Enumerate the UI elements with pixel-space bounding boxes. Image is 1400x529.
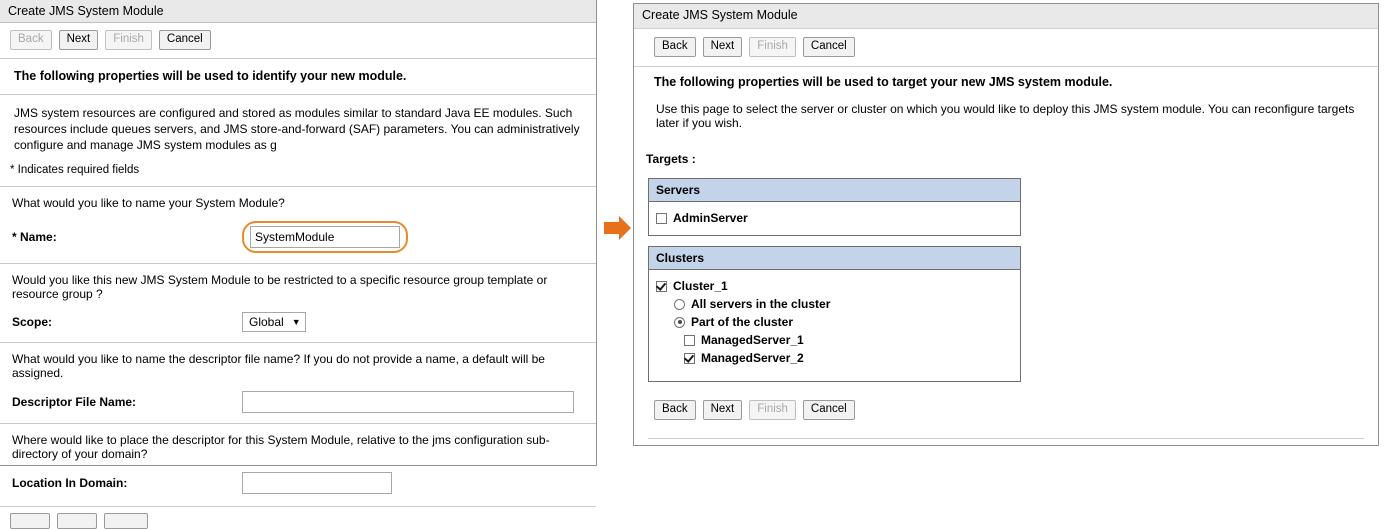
scope-field-row: [0, 264, 596, 343]
checkbox-adminserver[interactable]: [656, 213, 667, 224]
location-in-domain-input[interactable]: [242, 472, 392, 494]
required-fields-note: * Indicates required fields: [0, 162, 596, 187]
radio-part-of-the-cluster[interactable]: [674, 317, 685, 328]
part-of-the-cluster-label: Part of the cluster: [691, 315, 794, 329]
scope-question: Would you like this new JMS System Module to be restricted to a specific resource group template or resource group ?: [12, 273, 548, 301]
right-wizard-toolbar-top: [634, 29, 1378, 66]
descriptor-label: Descriptor File Name:: [12, 395, 137, 409]
create-jms-module-step2-window: [633, 3, 1379, 446]
list-item[interactable]: [656, 349, 1020, 367]
cancel-button[interactable]: Cancel: [159, 30, 211, 50]
list-item[interactable]: [656, 209, 1020, 227]
left-wizard-toolbar: [0, 23, 596, 59]
footer-back-button-stub[interactable]: [10, 513, 50, 529]
right-subtext: Use this page to select the server or cluster on which you would like to deploy this JMS system module. You can reconfigure targets later if you wish.: [656, 102, 1355, 130]
checkbox-cluster-1[interactable]: [656, 281, 667, 292]
create-jms-module-step1-window: [0, 0, 597, 490]
checkbox-managedserver-2[interactable]: [684, 353, 695, 364]
clusters-table: [648, 246, 1021, 382]
checkbox-managedserver-1[interactable]: [684, 335, 695, 346]
next-button[interactable]: Next: [59, 30, 99, 50]
right-window-title: Create JMS System Module: [634, 4, 1378, 26]
cancel-button-top[interactable]: Cancel: [803, 37, 855, 57]
servers-table-header: Servers: [649, 179, 1020, 202]
name-input[interactable]: [250, 226, 400, 248]
cancel-button-bottom[interactable]: Cancel: [803, 400, 855, 420]
left-window-title: Create JMS System Module: [0, 0, 596, 22]
list-item[interactable]: [656, 331, 1020, 349]
right-footer-divider: [648, 438, 1364, 439]
clusters-table-body: [649, 270, 1020, 381]
list-item[interactable]: [656, 277, 1020, 295]
finish-button[interactable]: Finish: [105, 30, 152, 50]
servers-table-body: [649, 202, 1020, 235]
clusters-table-header: Clusters: [649, 247, 1020, 270]
scope-select-value: Global: [249, 314, 284, 329]
radio-all-servers-in-cluster[interactable]: [674, 299, 685, 310]
left-window-titlebar: [0, 0, 596, 23]
back-button-top[interactable]: Back: [654, 37, 696, 57]
all-servers-in-cluster-label: All servers in the cluster: [691, 297, 831, 311]
name-label: * Name:: [12, 230, 57, 244]
right-arrow-icon: [604, 215, 632, 241]
back-button[interactable]: Back: [10, 30, 52, 50]
next-button-bottom[interactable]: Next: [703, 400, 743, 420]
managedserver-1-label: ManagedServer_1: [701, 333, 804, 347]
managedserver-2-label: ManagedServer_2: [701, 351, 804, 365]
finish-button-top[interactable]: Finish: [749, 37, 796, 57]
cluster-1-label: Cluster_1: [673, 279, 728, 293]
descriptor-question: What would you like to name the descriptor file name? If you do not provide a name, a default will be assigned.: [12, 352, 545, 380]
right-headline: The following properties will be used to target your new JMS system module.: [654, 75, 1113, 89]
back-button-bottom[interactable]: Back: [654, 400, 696, 420]
next-button-top[interactable]: Next: [703, 37, 743, 57]
scope-label: Scope:: [12, 315, 53, 329]
location-label: Location In Domain:: [12, 476, 128, 490]
name-field-row: [0, 187, 596, 264]
flow-arrow: [604, 215, 632, 241]
right-window-titlebar: [634, 4, 1378, 29]
name-highlight-annotation: [242, 221, 408, 253]
descriptor-file-name-row: [0, 343, 596, 424]
chevron-down-icon: ▼: [291, 316, 301, 327]
left-footer-button-stubs: [0, 507, 596, 529]
location-question: Where would like to place the descriptor for this System Module, relative to the jms configuration sub-directory of your domain?: [12, 433, 550, 461]
list-item[interactable]: [656, 313, 1020, 331]
name-question: What would you like to name your System Module?: [12, 196, 285, 210]
scope-select[interactable]: [242, 312, 306, 332]
location-in-domain-row: [0, 424, 596, 504]
targets-label: Targets :: [646, 152, 696, 166]
adminserver-label: AdminServer: [673, 211, 748, 225]
descriptor-file-name-input[interactable]: [242, 391, 574, 413]
finish-button-bottom[interactable]: Finish: [749, 400, 796, 420]
footer-finish-button-stub[interactable]: [104, 513, 148, 529]
footer-next-button-stub[interactable]: [57, 513, 97, 529]
left-description-paragraph: JMS system resources are configured and stored as modules similar to standard Java EE modules. Such resources include queues servers, and JMS store-and-forward (SAF) parameters. You can administratively configure and manage JMS system modules as g: [14, 106, 580, 152]
list-item[interactable]: [656, 295, 1020, 313]
servers-table: [648, 178, 1021, 236]
left-headline: The following properties will be used to identify your new module.: [0, 59, 596, 95]
right-wizard-toolbar-bottom: [634, 382, 1378, 420]
